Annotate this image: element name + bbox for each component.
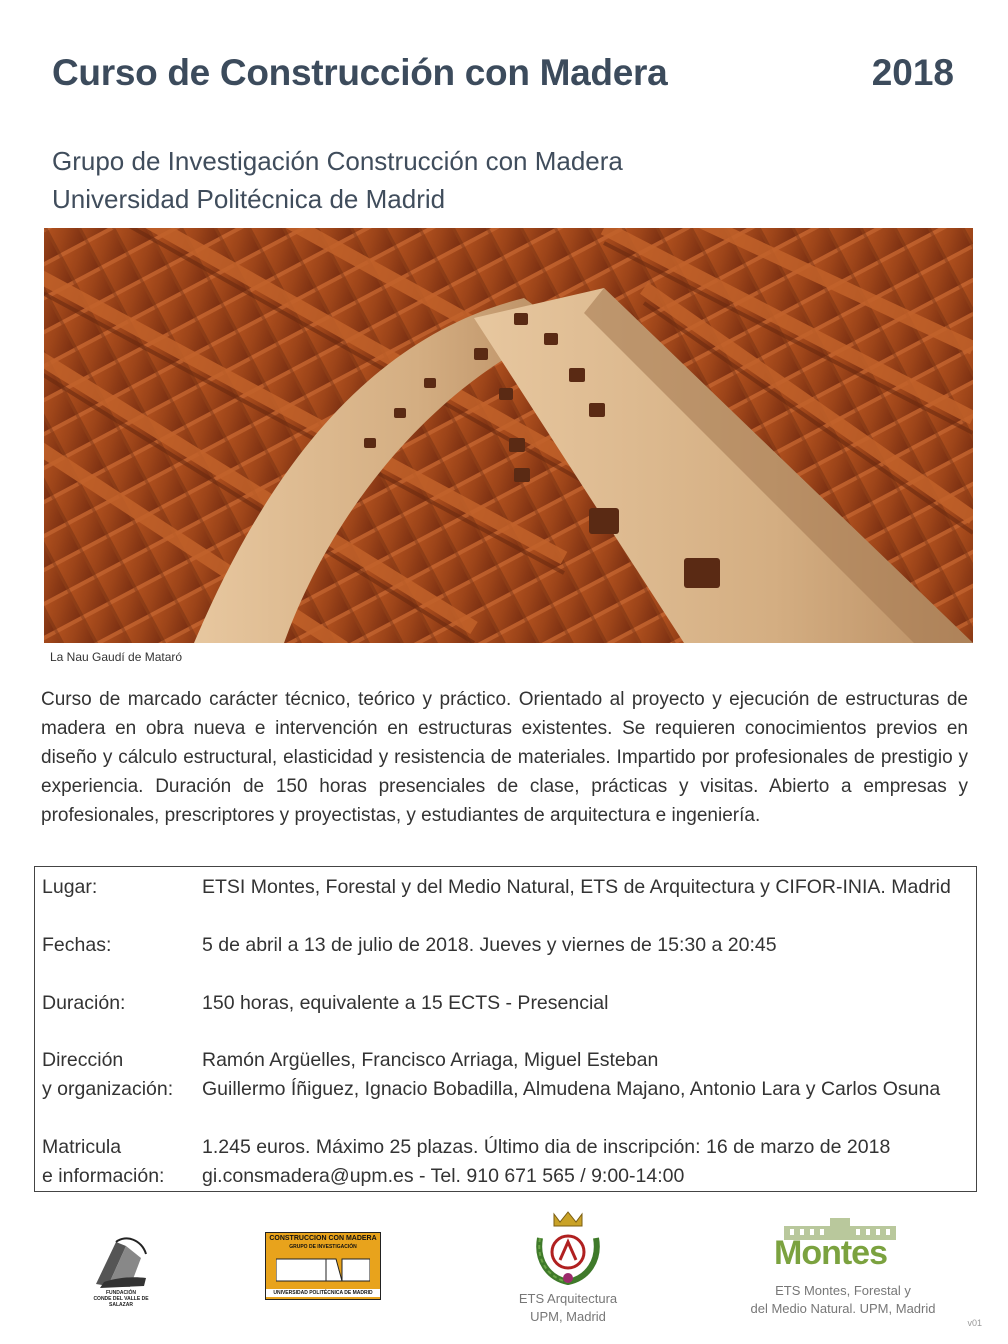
informacion-label: e información: — [42, 1165, 165, 1187]
montes-wordmark: Montes — [774, 1234, 887, 1272]
spiral-emblem-icon — [86, 1232, 152, 1290]
fechas-label: Fechas: — [42, 934, 112, 956]
course-year: 2018 — [871, 52, 954, 93]
fechas-value: 5 de abril a 13 de julio de 2018. Jueves y viernes de 15:30 a 20:45 — [202, 934, 777, 956]
lugar-value: ETSI Montes, Forestal y del Medio Natural, ETS de Arquitectura y CIFOR-INIA. Madrid — [202, 876, 951, 898]
timber-structure-illustration — [44, 228, 973, 643]
gicm-logo-line2: GRUPO DE INVESTIGACIÓN — [289, 1244, 357, 1250]
version-label: v01 — [967, 1318, 982, 1328]
page-title: Curso de Construcción con Madera — [52, 52, 668, 93]
course-info-box — [34, 866, 977, 1192]
course-description: Curso de marcado carácter técnico, teórico y práctico. Orientado al proyecto y ejecución de estructuras de madera en obra nueva e intervención en estructuras existentes. Se requieren conocimientos previos en diseño y cálculo estructural, elasticidad y resistencia de materiales. Impartido por profesionales de prestigio y experiencia. Duración de 150 horas presenciales de clase, prácticas y visitas. Abierto a empresas y profesionales, prescriptores y proyectistas, y estudiantes de arquitectura e ingeniería. — [41, 689, 968, 826]
duracion-label: Duración: — [42, 992, 126, 1014]
group-name: Grupo de Investigación Construcción con Madera — [52, 146, 623, 176]
grupo-investigacion-logo — [265, 1232, 381, 1300]
montes-caption: ETS Montes, Forestal y del Medio Natural. UPM, Madrid — [750, 1283, 936, 1316]
crest-icon — [530, 1208, 606, 1288]
matricula-label: Matricula — [42, 1136, 122, 1158]
organizacion-value: Guillermo Íñiguez, Ignacio Bobadilla, Almudena Majano, Antonio Lara y Carlos Osuna — [202, 1078, 941, 1100]
direccion-value: Ramón Argüelles, Francisco Arriaga, Miguel Esteban — [202, 1049, 659, 1071]
cvs-logo-text: FUNDACIÓN CONDE DEL VALLE DE SALAZAR — [93, 1290, 149, 1308]
research-group — [52, 142, 623, 218]
matricula-value: 1.245 euros. Máximo 25 plazas. Último dia de inscripción: 16 de marzo de 2018 — [202, 1136, 891, 1158]
lugar-label: Lugar: — [42, 876, 98, 898]
montes-logo — [770, 1218, 910, 1280]
gicm-logo-line3: UNIVERSIDAD POLITÉCNICA DE MADRID — [266, 1289, 380, 1297]
duracion-value: 150 horas, equivalente a 15 ECTS - Presencial — [202, 992, 609, 1014]
ets-arquitectura-logo — [530, 1208, 606, 1288]
fundacion-cvs-logo — [86, 1232, 152, 1308]
direccion-label: Dirección — [42, 1049, 124, 1071]
gicm-logo-line1: CONSTRUCCION CON MADERA — [269, 1235, 377, 1242]
joint-mark-icon — [276, 1255, 370, 1283]
ets-arquitectura-caption: ETS Arquitectura UPM, Madrid — [518, 1291, 618, 1324]
photo-caption: La Nau Gaudí de Mataró — [50, 650, 183, 664]
university-name: Universidad Politécnica de Madrid — [52, 184, 446, 214]
timber-arch-photo — [44, 228, 973, 643]
contact-value: gi.consmadera@upm.es - Tel. 910 671 565 / 9:00-14:00 — [202, 1165, 685, 1187]
organizacion-label: y organización: — [42, 1078, 174, 1100]
